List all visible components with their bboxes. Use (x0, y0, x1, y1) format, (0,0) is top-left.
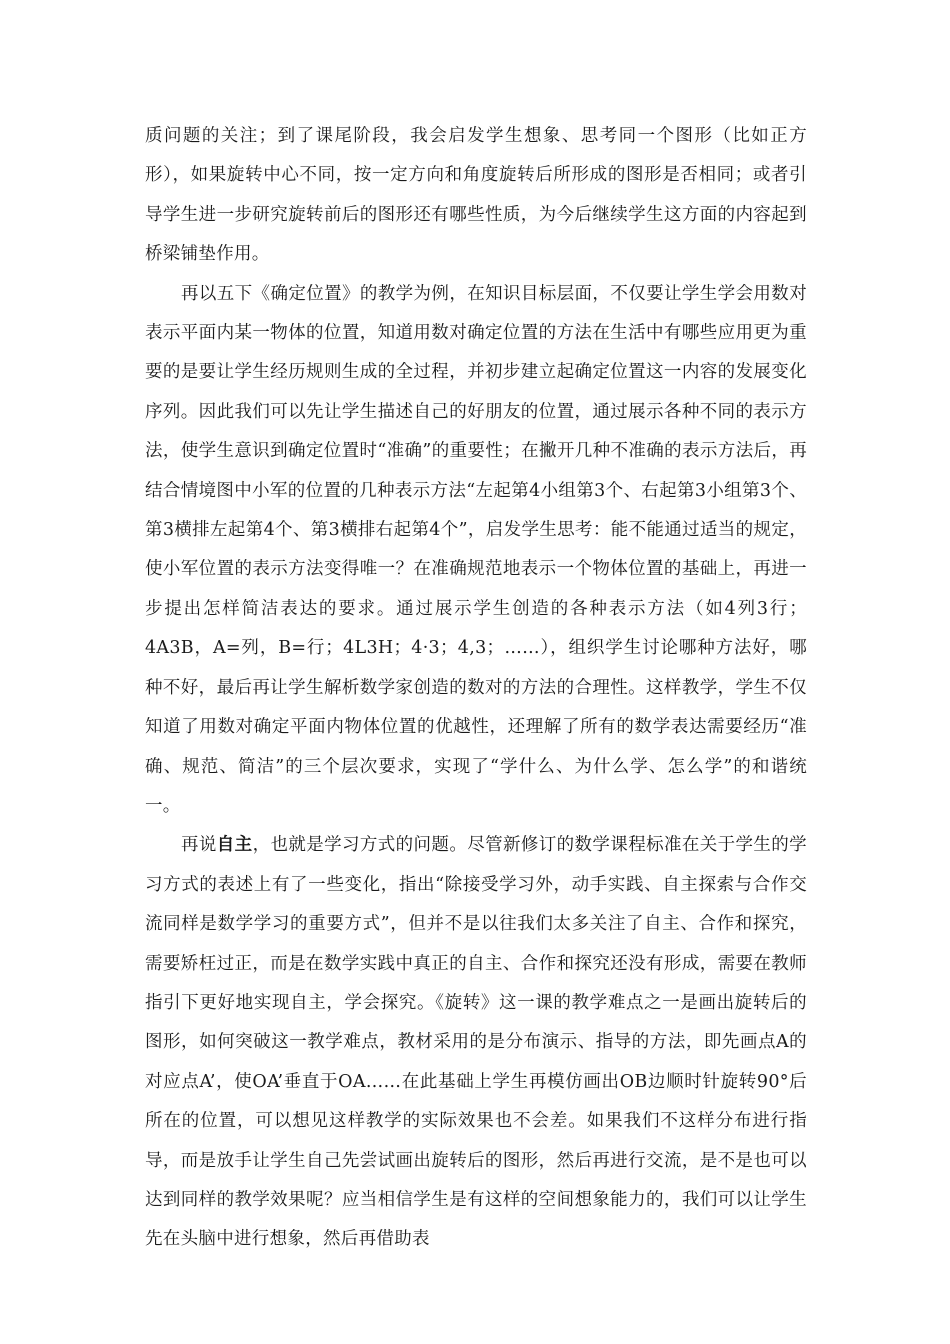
paragraph-1-text: 质问题的关注；到了课尾阶段，我会启发学生想象、思考同一个图形（比如正方形），如果旋转中心不同，按一定方向和角度旋转后所形成的图形是否相同；或者引导学生进一步研究旋转前后的图形还有哪些性质，为今后继续学生这方面的内容起到桥梁铺垫作用。 (145, 126, 807, 265)
paragraph-3-bold-term: 自主 (216, 835, 253, 856)
body-text (145, 117, 807, 1260)
paragraph-2-text: 再以五下《确定位置》的教学为例，在知识目标层面，不仅要让学生学会用数对表示平面内某一物体的位置，知道用数对确定位置的方法在生活中有哪些应用更为重要的是要让学生经历规则生成的全过程，并初步建立起确定位置这一内容的发展变化序列。因此我们可以先让学生描述自己的好朋友的位置，通过展示各种不同的表示方法，使学生意识到确定位置时“准确”的重要性；在撇开几种不准确的表示方法后，再结合情境图中小军的位置的几种表示方法“左起第4小组第3个、右起第3小组第3个、第3横排左起第4个、第3横排右起第4个”，启发学生思考：能不能通过适当的规定，使小军位置的表示方法变得唯一？在准确规范地表示一个物体位置的基础上，再进一步提出怎样简洁表达的要求。通过展示学生创造的各种表示方法（如4列3行；4A3B，A=列，B=行；4L3H；4·3；4,3；……），组织学生讨论哪种方法好，哪种不好，最后再让学生解析数学家创造的数对的方法的合理性。这样教学，学生不仅知道了用数对确定平面内物体位置的优越性，还理解了所有的数学表达需要经历“准确、规范、简洁”的三个层次要求，实现了“学什么、为什么学、怎么学”的和谐统一。 (145, 283, 807, 816)
paragraph-1 (145, 117, 807, 275)
paragraph-3-text: ，也就是学习方式的问题。尽管新修订的数学课程标准在关于学生的学习方式的表述上有了一些变化，指出“除接受学习外，动手实践、自主探索与合作交流同样是数学学习的重要方式”，但并不是以往我们太多关注了自主、合作和探究，需要矫枉过正，而是在数学实践中真正的自主、合作和探究还没有形成，需要在教师指引下更好地实现自主，学会探究。《旋转》这一课的教学难点之一是画出旋转后的图形，如何突破这一教学难点，教材采用的是分布演示、指导的方法，即先画点A的对应点A’，使OA’垂直于OA……在此基础上学生再模仿画出OB边顺时针旋转90°后所在的位置，可以想见这样教学的实际效果也不会差。如果我们不这样分布进行指导，而是放手让学生自己先尝试画出旋转后的图形，然后再进行交流，是不是也可以达到同样的教学效果呢？应当相信学生是有这样的空间想象能力的，我们可以让学生先在头脑中进行想象，然后再借助表 (145, 835, 807, 1250)
paragraph-2 (145, 275, 807, 827)
paragraph-3 (145, 826, 807, 1259)
paragraph-3-prefix: 再说 (181, 835, 217, 856)
